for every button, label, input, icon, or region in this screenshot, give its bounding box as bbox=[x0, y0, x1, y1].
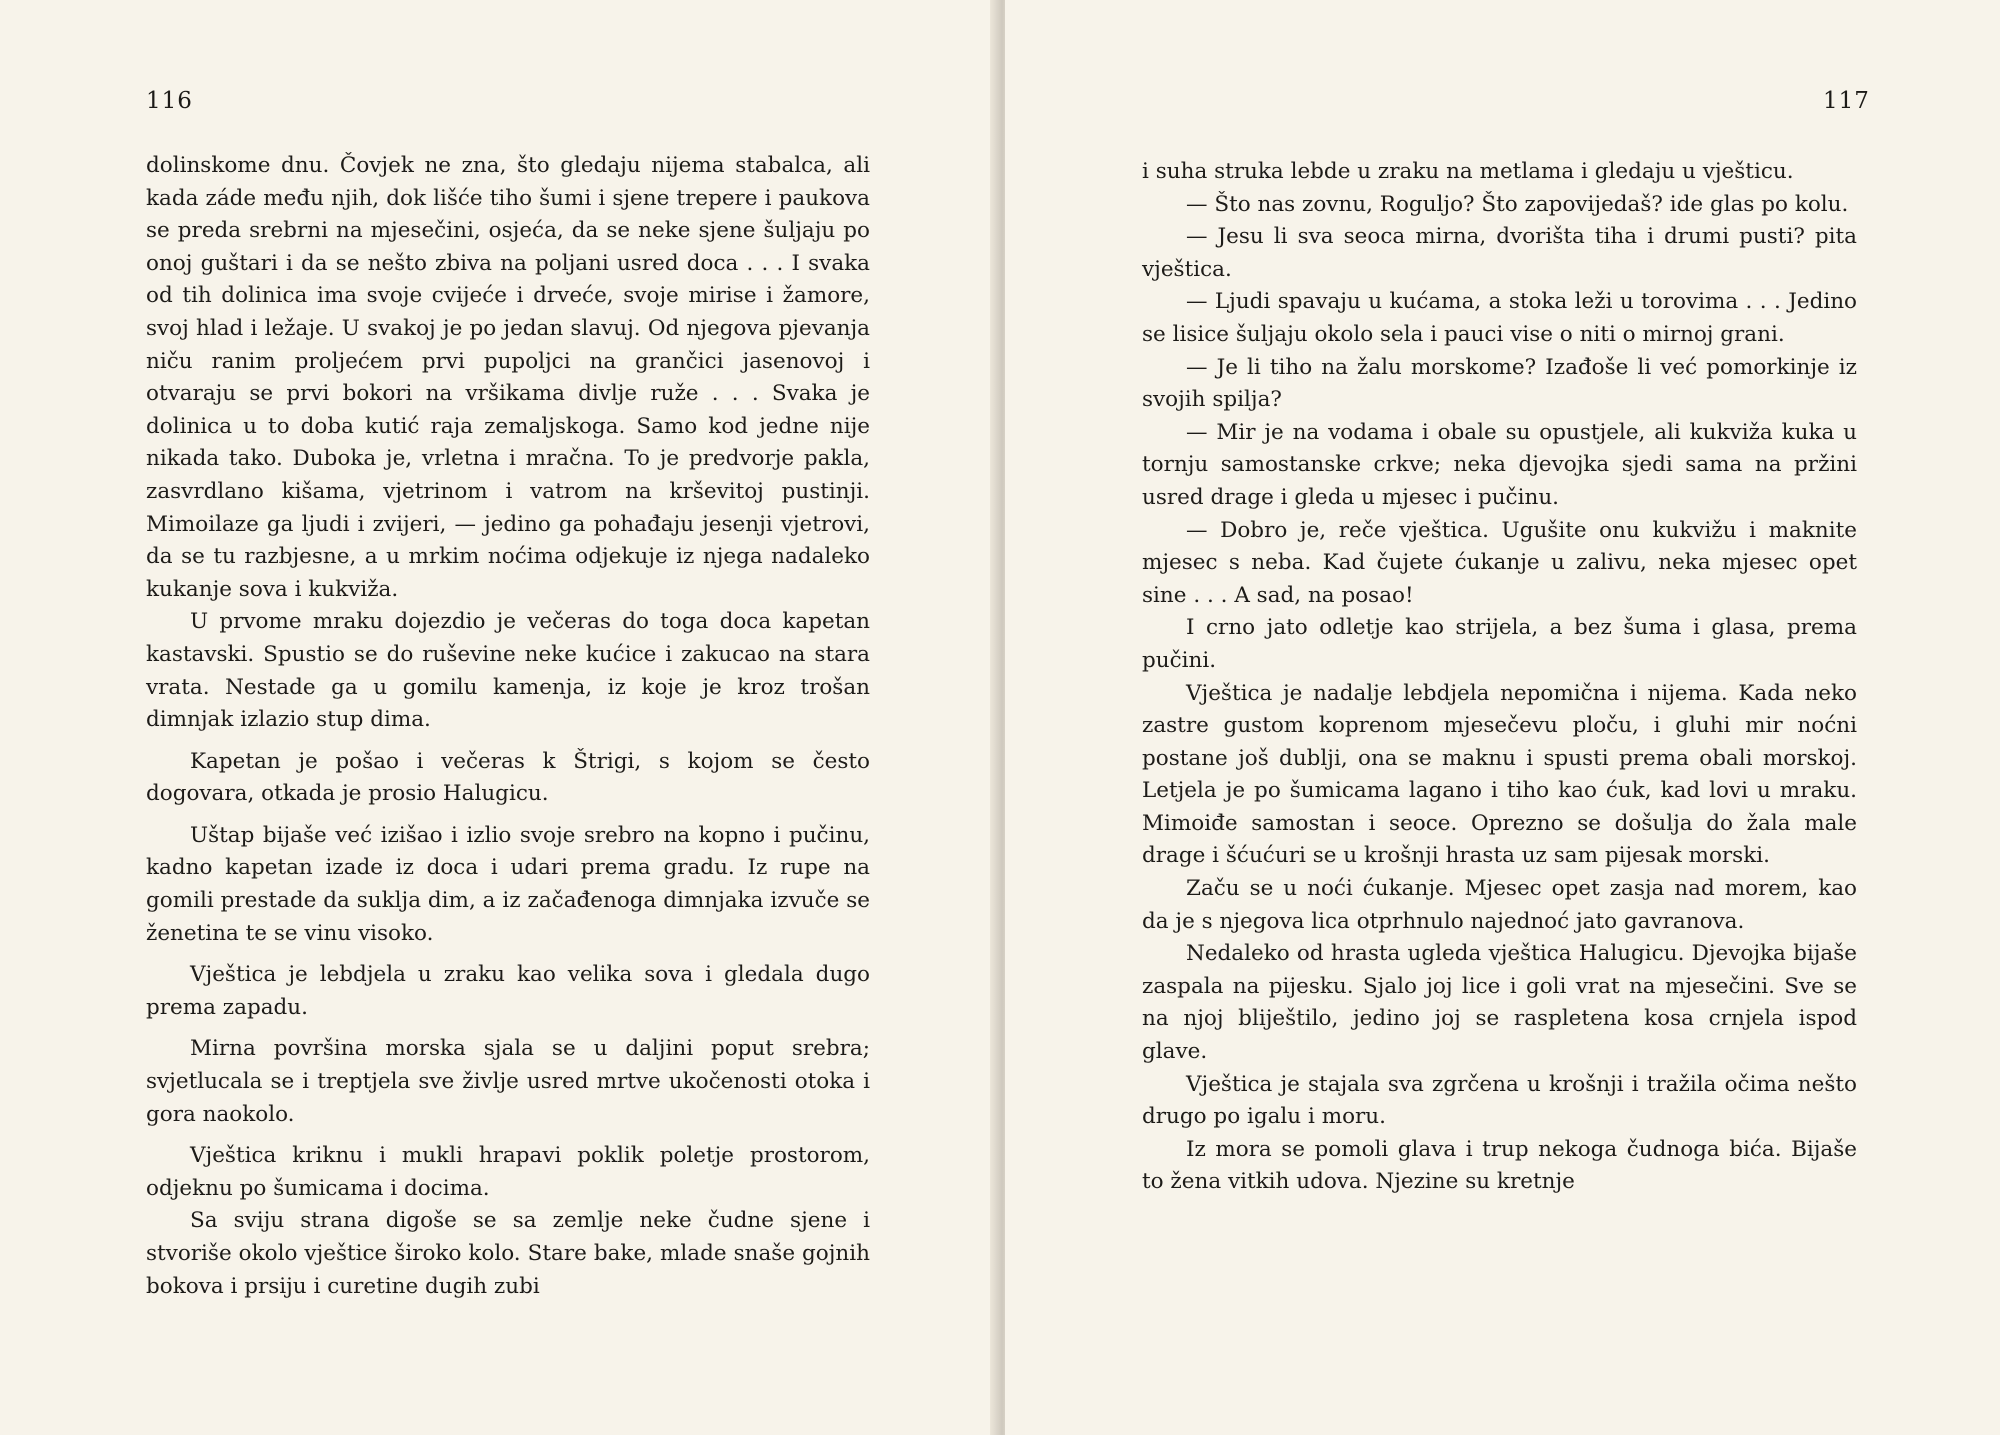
paragraph: Sa sviju strana digoše se sa zemlje neke čudne sjene i stvoriše okolo vještice široko kolo. Stare bake, mlade snaše gojnih bokova i prsiju i curetine dugih zubi bbox=[146, 1208, 870, 1299]
paragraph: Začu se u noći ćukanje. Mjesec opet zasja nad morem, kao da je s njegova lica otprhnulo najednoć jato gavranova. bbox=[1142, 876, 1857, 934]
page-number-left: 116 bbox=[146, 88, 193, 114]
paragraph: Uštap bijaše već izišao i izlio svoje srebro na kopno i pučinu, kadno kapetan izade iz doca i udari prema gradu. Iz rupe na gomili prestade da suklja dim, a iz začađenoga dimnjaka izvuče se ženetina te se vinu visoko. bbox=[146, 822, 870, 946]
paragraph: — Mir je na vodama i obale su opustjele, ali kukviža kuka u tornju samostanske crkve; neka djevojka sjedi sama na pržini usred drage i gleda u mjesec i pučinu. bbox=[1142, 419, 1857, 510]
paragraph: Iz mora se pomoli glava i trup nekoga čudnoga bića. Bijaše to žena vitkih udova. Njezine su kretnje bbox=[1142, 1136, 1857, 1195]
page-number-right: 117 bbox=[1823, 88, 1870, 114]
paragraph: — Što nas zovnu, Roguljo? Što zapovijedaš? ide glas po kolu. bbox=[1186, 191, 1849, 217]
right-page-text bbox=[1142, 156, 1857, 1199]
paragraph: Nedaleko od hrasta ugleda vještica Halugicu. Djevojka bijaše zaspala na pijesku. Sjalo joj lice i goli vrat na mjesečini. Sve se na njoj bliještilo, jedino joj se raspletena kosa crnjela ispod glave. bbox=[1142, 941, 1857, 1065]
paragraph: — Dobro je, reče vještica. Ugušite onu kukvižu i maknite mjesec s neba. Kad čujete ćukanje u zalivu, neka mjesec opet sine . . . A sad, na posao! bbox=[1142, 517, 1857, 608]
left-page bbox=[0, 0, 996, 1435]
paragraph: — Je li tiho na žalu morskome? Izađoše li već pomorkinje iz svojih spilja? bbox=[1142, 354, 1857, 413]
left-page-text bbox=[146, 150, 870, 1303]
paragraph: Vještica kriknu i mukli hrapavi poklik poletje prostorom, odjeknu po šumicama i docima. bbox=[146, 1143, 870, 1201]
paragraph: Kapetan je pošao i večeras k Štrigi, s kojom se često dogovara, otkada je prosio Halugicu. bbox=[146, 748, 870, 807]
paragraph: — Ljudi spavaju u kućama, a stoka leži u torovima . . . Jedino se lisice šuljaju okolo sela i pauci vise o niti o mirnoj grani. bbox=[1142, 289, 1857, 347]
paragraph: dolinskome dnu. Čovjek ne zna, što gledaju nijema stabalca, ali kada záde među njih, dok lišće tiho šumi i sjene trepere i paukova se preda srebrni na mjesečini, osjeća, da se neke sjene šuljaju po onoj guštari i da se nešto zbiva na poljani usred doca . . . I svaka od tih dolinica ima svoje cvijeće i drveće, svoje mirise i žamore, svoj hlad i ležaje. U svakoj je po jedan slavuj. Od njegova pjevanja niču ranim proljećem prvi pupoljci na grančici jasenovoj i otvaraju se prvi bokori na vršikama divlje ruže . . . Svaka je dolinica u to doba kutić raja zemaljskoga. Samo kod jedne nije nikada tako. Duboka je, vrletna i mračna. To je predvorje pakla, zasvrdlano kišama, vjetrinom i vatrom na krševitoj pustinji. Mimoilaze ga ljudi i zvijeri, — jedino ga pohađaju jesenji vjetrovi, da se tu razbjesne, a u mrkim noćima odjekuje iz njega nadaleko kukanje sova i kukviža. bbox=[146, 153, 870, 602]
paragraph: — Jesu li sva seoca mirna, dvorišta tiha i drumi pusti? pita vještica. bbox=[1142, 224, 1857, 282]
paragraph: I crno jato odletje kao strijela, a bez šuma i glasa, prema pučini. bbox=[1142, 615, 1857, 673]
paragraph: Vještica je stajala sva zgrčena u krošnji i tražila očima nešto drugo po igalu i moru. bbox=[1142, 1071, 1857, 1130]
paragraph: Vještica je lebdjela u zraku kao velika sova i gledala dugo prema zapadu. bbox=[146, 962, 870, 1020]
paragraph: U prvome mraku dojezdio je večeras do toga doca kapetan kastavski. Spustio se do ruševine neke kućice i zakucao na stara vrata. Nestade ga u gomilu kamenja, iz koje je kroz trošan dimnjak izlazio stup dima. bbox=[146, 609, 870, 733]
right-page bbox=[1005, 0, 2000, 1435]
paragraph: i suha struka lebde u zraku na metlama i gledaju u vješticu. bbox=[1142, 159, 1794, 184]
paragraph: Mirna površina morska sjala se u daljini poput srebra; svjetlucala se i treptjela sve življe usred mrtve ukočenosti otoka i gora naokolo. bbox=[146, 1036, 870, 1127]
paragraph: Vještica je nadalje lebdjela nepomična i nijema. Kada neko zastre gustom koprenom mjesečevu ploču, i gluhi mir noćni postane još dublji, ona se maknu i spusti prema obali morskoj. Letjela je po šumicama lagano i tiho kao ćuk, kad lovi u mraku. Mimoiđe samostan i seoce. Oprezno se došulja do žala male drage i šćućuri se u krošnji hrasta uz sam pijesak morski. bbox=[1142, 680, 1857, 869]
